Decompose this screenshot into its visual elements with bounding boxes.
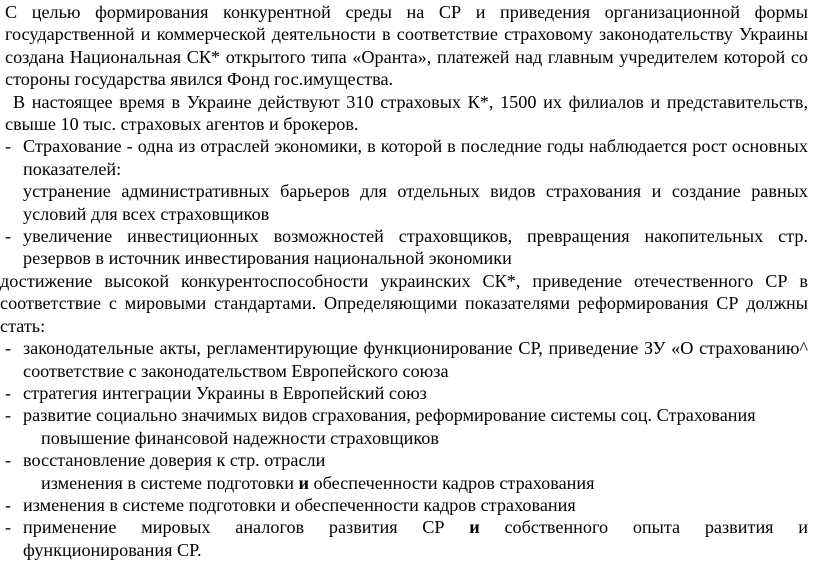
list-item-text: стратегия интеграции Украины в Европейский союз [23,382,427,403]
document-page [0,1,808,561]
list-dash: - [5,136,12,157]
list-item-personnel-training [5,494,808,516]
list-item-insurance-industry [5,135,808,180]
list-item-text [23,516,808,561]
list-dash: - [5,405,12,426]
list-dash: - [5,517,12,538]
list-dash: - [5,382,12,403]
paragraph-competitiveness: достижение высокой конкурентоспособности украинских СК*, приведение отечественного СР в соответствие с мировыми стандартами. Определяющими показателями реформирования СР должны стать: [0,270,808,336]
list-item-investment [5,225,808,270]
list-dash: - [5,338,12,359]
list-item-text: увеличение инвестиционных возможностей страховщиков, превращения накопительных стр. резервов в источник инвестирования национальной экономики [23,226,808,269]
list-item-text: развитие социально значимых видов сграхования, реформирование системы соц. Страхования [23,405,756,426]
item-text-bold: и [469,517,480,538]
list-subitem-personnel [5,472,808,494]
list-dash: - [5,226,12,247]
paragraph-current-state: В настоящее время в Украине действуют 310 страховых К*, 1500 их филиалов и представительств, свыше 10 тыс. страховых агентов и брокеров. [5,91,808,135]
subitem-text-after: обеспеченности кадров страхования [309,472,595,493]
item-text-a: применение мировых аналогов развития СР [23,517,470,538]
item-text-b: собственного опыта развития и [479,517,808,538]
paragraph-intro: С целью формирования конкурентной среды на СР и приведения организационной формы государственной и коммерческой деятельности в соответствие страховому законодательству Украины создана Национальная СК* открытого типа «Оранта», платежей над главным учредителем которой со стороны государства явился Фонд гос.имущества. [5,2,808,90]
item-line-1 [23,516,808,538]
list-item-legislation [5,337,808,382]
list-item-social-insurance [5,404,808,426]
list-subitem-reliability: повышение финансовой надежности страховщиков [41,427,439,448]
list-subitem-barriers: устранение административных барьеров для отдельных видов страхования и создание равных условий для всех страховщиков [23,181,808,224]
item-line-2: функционирования СР. [23,539,202,560]
list-item-text: изменения в системе подготовки и обеспеченности кадров страхования [23,494,576,515]
list-item-text: законодательные акты, регламентирующие функционирование СР, приведение ЗУ «О страхованию^ соответствие с законодательством Европейского союза [23,338,808,381]
list-item-text: Страхование - одна из отраслей экономики, в которой в последние годы наблюдается рост основных показателей: [23,136,808,179]
list-dash: - [5,450,12,471]
list-item-text: восстановление доверия к стр. отрасли [23,450,326,471]
subitem-text-before: изменения в системе подготовки [41,472,299,493]
list-dash: - [5,494,12,515]
subitem-text-bold: и [298,472,309,493]
list-item-eu-strategy [5,382,808,404]
list-item-trust [5,449,808,471]
list-item-world-analogs [5,516,808,561]
